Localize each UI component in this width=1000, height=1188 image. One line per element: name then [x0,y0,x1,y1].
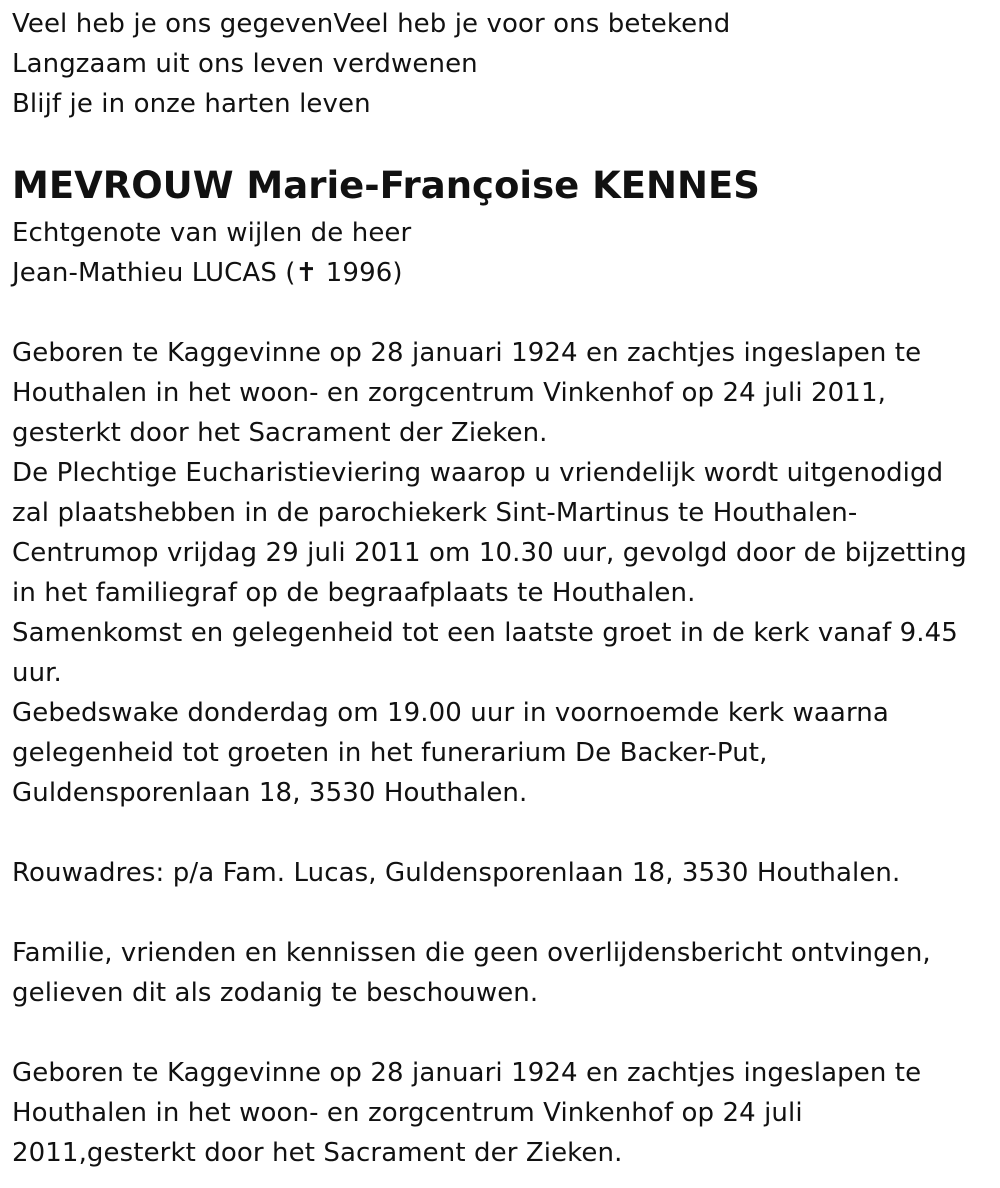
poem [12,4,730,124]
notice-line: gelieven dit als zodanig te beschouwen. [12,978,539,1008]
summary-line: 2011,gesterkt door het Sacrament der Zieken. [12,1138,623,1168]
spouse-line: Jean-Mathieu LUCAS (✝ 1996) [12,258,403,288]
poem-line: Blijf je in onze harten leven [12,89,371,119]
details-line: Houthalen in het woon- en zorgcentrum Vinkenhof op 24 juli 2011, [12,378,886,408]
details-line: in het familiegraf op de begraafplaats te Houthalen. [12,578,696,608]
details-line: uur. [12,658,62,688]
deceased-name: MEVROUW Marie-Françoise KENNES [12,164,760,207]
notice-line: Familie, vrienden en kennissen die geen overlijdensbericht ontvingen, [12,938,931,968]
details-line: Gebedswake donderdag om 19.00 uur in voornoemde kerk waarna [12,698,889,728]
funeral-details [12,333,967,813]
details-line: zal plaatshebben in de parochiekerk Sint-Martinus te Houthalen- [12,498,858,528]
details-line: Geboren te Kaggevinne op 28 januari 1924 en zachtjes ingeslapen te [12,338,922,368]
notice [12,933,931,1013]
details-line: Centrumop vrijdag 29 juli 2011 om 10.30 uur, gevolgd door de bijzetting [12,538,967,568]
birth-death-summary [12,1053,921,1173]
mourning-address [12,853,900,893]
address-line: Rouwadres: p/a Fam. Lucas, Guldensporenlaan 18, 3530 Houthalen. [12,858,901,888]
details-line: Samenkomst en gelegenheid tot een laatste groet in de kerk vanaf 9.45 [12,618,958,648]
poem-line: Langzaam uit ons leven verdwenen [12,49,478,79]
spouse-info [12,213,411,293]
details-line: gelegenheid tot groeten in het funerarium De Backer-Put, [12,738,768,768]
details-line: gesterkt door het Sacrament der Zieken. [12,418,548,448]
details-line: Guldensporenlaan 18, 3530 Houthalen. [12,778,528,808]
poem-line: Veel heb je ons gegevenVeel heb je voor ons betekend [12,9,731,39]
summary-line: Houthalen in het woon- en zorgcentrum Vinkenhof op 24 juli [12,1098,803,1128]
spouse-line: Echtgenote van wijlen de heer [12,218,412,248]
details-line: De Plechtige Eucharistieviering waarop u vriendelijk wordt uitgenodigd [12,458,944,488]
summary-line: Geboren te Kaggevinne op 28 januari 1924 en zachtjes ingeslapen te [12,1058,922,1088]
